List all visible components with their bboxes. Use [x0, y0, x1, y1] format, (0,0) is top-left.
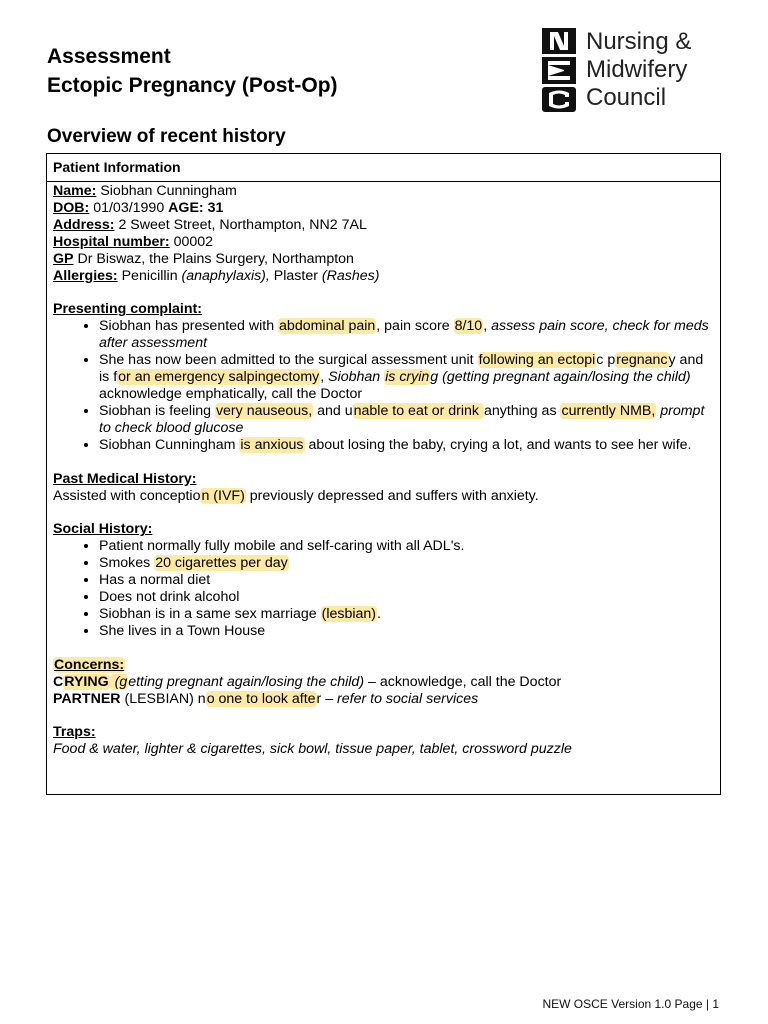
text: ,	[483, 318, 492, 335]
highlight: or an emergency salpingectomy	[118, 369, 320, 386]
social-heading: Social History:	[53, 521, 153, 538]
highlight: nable to eat or drink	[353, 402, 483, 419]
traps-text: Food & water, lighter & cigarettes, sick bowl, tissue paper, tablet, crossword puzzle	[53, 741, 572, 758]
gp-label: GP	[53, 250, 74, 267]
highlight: 8/10	[454, 318, 483, 335]
name-label: Name:	[53, 183, 97, 199]
pmh-text	[53, 488, 714, 505]
dob-line	[53, 200, 714, 217]
text: – acknowledge, call the Doctor	[364, 673, 562, 690]
presenting-item	[99, 352, 714, 403]
box-content	[47, 182, 720, 758]
allergies-label: Allergies:	[53, 267, 118, 284]
text: previously depressed and suffers with anxiety.	[245, 487, 539, 504]
page-footer: NEW OSCE Version 1.0 Page | 1	[542, 997, 719, 1011]
nmc-logo-mark	[542, 28, 576, 112]
logo-line-2: Midwifery	[586, 56, 688, 83]
highlight: (g	[110, 673, 128, 690]
allergy-1: Penicillin	[117, 267, 182, 284]
social-item: • She lives in a Town House	[99, 623, 714, 640]
document-title	[47, 42, 338, 100]
text: acknowledge emphatically, call the Doctor	[99, 385, 363, 402]
text: C	[53, 673, 64, 690]
text: ,	[320, 369, 329, 386]
highlight: abdominal pain	[279, 318, 376, 335]
traps-heading: Traps:	[53, 724, 96, 741]
hospital-label: Hospital number:	[53, 233, 170, 250]
social-item	[99, 555, 714, 572]
social-item: • Patient normally fully mobile and self-caring with all ADL's.	[99, 538, 714, 555]
hospital-line	[53, 234, 714, 251]
text: .	[377, 605, 381, 622]
dob-value: 01/03/1990	[89, 199, 169, 216]
highlight: currently NMB,	[561, 402, 656, 419]
concern-2	[53, 691, 714, 708]
highlight: regnanc	[616, 352, 668, 369]
address-label: Address:	[53, 216, 115, 233]
allergy-2-note: (Rashes)	[321, 267, 380, 284]
patient-name: Siobhan Cunningham	[96, 183, 237, 199]
hospital-value: 00002	[169, 233, 214, 250]
social-item: • Does not drink alcohol	[99, 589, 714, 606]
presenting-item	[99, 437, 714, 454]
nmc-logo-text	[586, 28, 691, 112]
text: PARTNER	[53, 690, 121, 707]
title-line-2: Ectopic Pregnancy (Post-Op)	[47, 74, 338, 97]
presenting-item	[99, 403, 714, 437]
dob-label: DOB:	[53, 199, 90, 216]
italic-note: Siobhan	[328, 369, 385, 386]
text: about losing the baby, crying a lot, and wants to see her wife.	[304, 436, 692, 453]
text: anything as	[483, 402, 561, 419]
gp-value: Dr Biswaz, the Plains Surgery, Northampton	[73, 250, 354, 267]
italic-note: g (getting pregnant again/losing the child)	[430, 369, 691, 386]
title-line-1: Assessment	[47, 45, 171, 68]
highlight: is anxious	[240, 436, 304, 453]
italic-note: etting pregnant again/losing the child)	[128, 673, 365, 690]
social-list	[53, 538, 714, 639]
allergies-line	[53, 268, 714, 285]
text: Siobhan is in a same sex marriage	[99, 605, 321, 622]
presenting-heading: Presenting complaint:	[53, 301, 202, 318]
concern-1	[53, 674, 714, 691]
text: She has now been admitted to the surgical assessment unit	[99, 352, 478, 369]
gp-line	[53, 251, 714, 268]
nmc-logo	[542, 28, 732, 114]
section-heading: Overview of recent history	[47, 126, 286, 147]
text: , pain score	[376, 318, 454, 335]
presenting-item	[99, 318, 714, 352]
text: and u	[313, 402, 353, 419]
text: y and is f	[99, 352, 704, 386]
highlight: (lesbian)	[321, 605, 377, 622]
highlight: Concerns:	[54, 656, 125, 673]
patient-information-box	[46, 153, 721, 795]
allergy-2: Plaster	[269, 267, 322, 284]
address-line	[53, 217, 714, 234]
text: Assisted with conceptio	[53, 487, 201, 504]
logo-line-3: Council	[586, 84, 667, 111]
highlight: following an ectopi	[478, 352, 596, 369]
name-line	[53, 183, 714, 200]
italic-note: refer to social services	[337, 690, 479, 707]
text: Siobhan is feeling	[99, 402, 215, 419]
text: (LESBIAN) n	[120, 690, 206, 707]
box-header: Patient Information	[47, 154, 720, 182]
highlight: is cryin	[385, 369, 430, 386]
allergy-1-note: (anaphylaxis),	[181, 267, 270, 284]
highlight: o one to look afte	[206, 690, 316, 707]
social-item	[99, 606, 714, 623]
address-value: 2 Sweet Street, Northampton, NN2 7AL	[114, 216, 367, 233]
logo-line-1: Nursing &	[586, 28, 692, 55]
highlight: RYING	[64, 673, 109, 690]
age-value: AGE: 31	[168, 199, 224, 216]
italic-note: assess pain score, check for meds after assessment	[99, 318, 709, 352]
concerns-heading	[53, 657, 714, 674]
text: Siobhan has presented with	[99, 318, 279, 335]
text: r –	[316, 690, 338, 707]
highlight: n (IVF)	[201, 487, 245, 504]
text: Smokes	[99, 555, 155, 572]
text: c p	[596, 352, 616, 369]
presenting-list	[53, 318, 714, 453]
highlight: 20 cigarettes per day	[155, 555, 288, 572]
text: Siobhan Cunningham	[99, 436, 240, 453]
pmh-heading: Past Medical History:	[53, 470, 197, 487]
social-item: • Has a normal diet	[99, 572, 714, 589]
highlight: very nauseous,	[215, 402, 313, 419]
italic-note: prompt to check blood glucose	[99, 402, 705, 436]
